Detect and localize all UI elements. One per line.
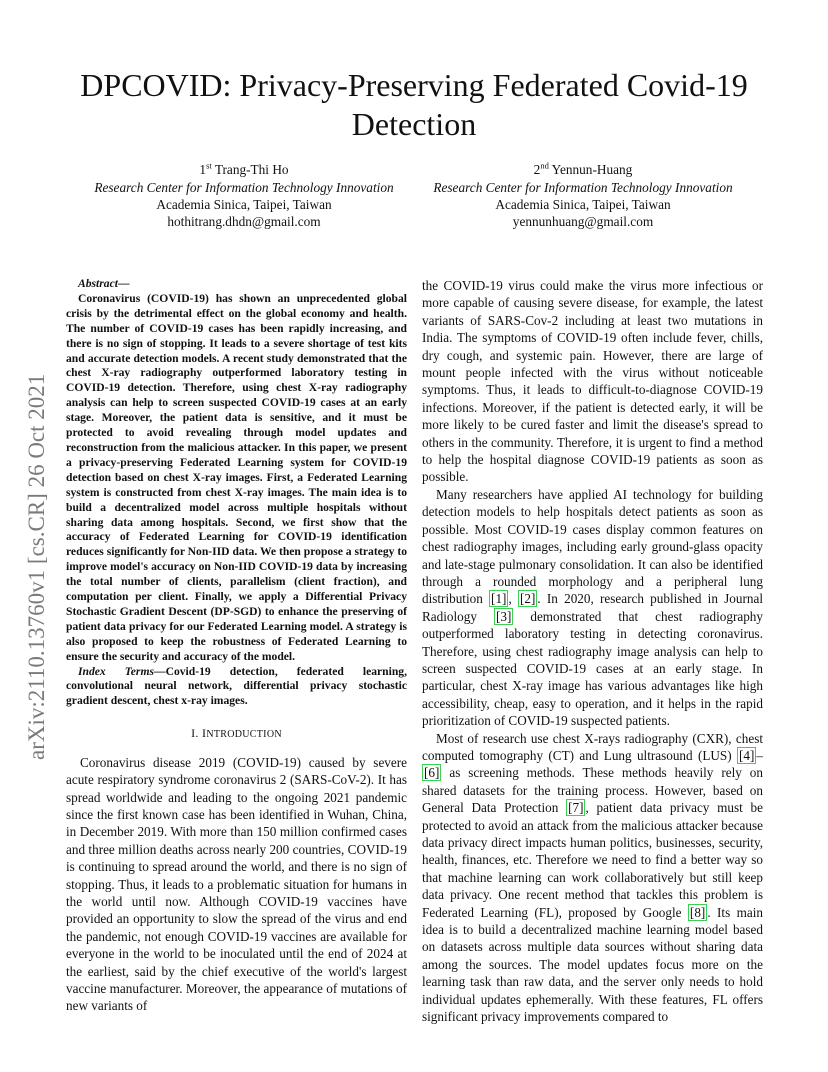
index-terms: Index Terms—Covid-19 detection, federated learning, convolutional neural network, differential privacy stochastic gradient descent, chest x-ray images. [66, 664, 407, 708]
paper-title: DPCOVID: Privacy-Preserving Federated Covid-19 Detection [80, 67, 748, 142]
left-column [66, 277, 407, 1015]
abstract-label: Abstract— [78, 277, 130, 290]
right-column [422, 277, 763, 1025]
intro-paragraph-2: the COVID-19 virus could make the virus more infectious or more capable of causing severe disease, for example, the latest variants of SARS-Cov-2 including at least two mutations in India. The symptoms of COVID-19 often include fever, chills, dry cough, and systemic pain. However, there are large of mount people infected with the virus without noticeable symptoms. Thus, it leads to difficult-to-diagnose COVID-19 infections. Moreover, if the patient is detected early, it will be more likely to be cured faster and limit the disease's spread to others in the community. Therefore, it is urgent to find a method to help the hospital diagnose COVID-19 patients as soon as possible. [422, 278, 763, 485]
citation-link[interactable]: [2] [519, 591, 536, 607]
author-2 [420, 161, 746, 230]
author-2-email: yennunhuang@gmail.com [512, 214, 654, 229]
author-2-location: Academia Sinica, Taipei, Taiwan [495, 197, 671, 212]
author-1-email: hothitrang.dhdn@gmail.com [167, 214, 321, 229]
citation-link[interactable]: [4] [739, 747, 755, 763]
arxiv-identifier-stamp: arXiv:2110.13760v1 [cs.CR] 26 Oct 2021 [24, 373, 49, 760]
author-1-name: 1st Trang-Thi Ho [199, 160, 289, 177]
section-heading-introduction: I. INTRODUCTION [191, 726, 282, 741]
citation-link[interactable]: [7] [568, 800, 584, 816]
author-1-affiliation: Research Center for Information Technology Innovation [94, 180, 394, 195]
author-2-affiliation: Research Center for Information Technology Innovation [433, 180, 733, 195]
author-1-location: Academia Sinica, Taipei, Taiwan [156, 197, 332, 212]
intro-paragraph-4: Most of research use chest X-rays radiography (CXR), chest computed tomography (CT) and Lung ultrasound (LUS) [4] –[6] as screening methods. These methods heavily rely on shared datasets for the training process. However, based on General Data Protection [7] , patient data privacy must be protected to avoid an attack from the malicious attacker because data privacy direct impacts human politics, businesses, security, health, finances, etc. Therefore we need to find a better way so that machine learning can work collaboratively but still keep data privacy. One recent method that tackles this problem is Federated Learning (FL), proposed by Google [8] . Its main idea is to build a decentralized machine learning model based on datasets across multiple data sources without sharing data among the sources. The model updates focus more on the learning task than raw data, and the server only needs to hold individual updates ephemerally. With these features, FL offers significant privacy improvements compared to [422, 730, 763, 1025]
abstract [66, 277, 407, 709]
abstract-text: Coronavirus (COVID-19) has shown an unprecedented global crisis by the detrimental effect on the global economy and health. The number of COVID-19 cases has been rapidly increasing, and there is no sign of stopping. It leads to a severe shortage of test kits and accurate detection models. A recent study demonstrated that the chest X-ray radiography outperformed laboratory testing in COVID-19 detection. Therefore, using chest X-ray radiography analysis can help to screen suspected COVID-19 cases at an early stage. Moreover, the patient data is sensitive, and it must be protected to avoid revealing through model updates and reconstruction from the malicious attacker. In this paper, we present a privacy-preserving Federated Learning system for COVID-19 detection based on chest X-ray images. First, a Federated Learning system is constructed from chest X-ray images. The main idea is to build a decentralized model across multiple hospitals without sharing data among hospitals. Second, we first show that the accuracy of Federated Learning for COVID-19 identification reduces significantly for Non-IID data. We then propose a strategy to improve model's accuracy on Non-IID COVID-19 data by increasing the total number of clients, parallelism (client fraction), and computation per client. Finally, we apply a Differential Privacy Stochastic Gradient Descent (DP-SGD) to enhance the preserving of patient data privacy for our Federated Learning model. A strategy is also proposed to keep the robustness of Federated Learning to ensure the security and accuracy of the model. [66, 291, 407, 663]
author-2-name: 2nd Yennun-Huang [533, 160, 633, 177]
citation-link[interactable]: [1] [491, 591, 507, 607]
author-1 [84, 161, 404, 230]
citation-link[interactable]: [8] [689, 904, 706, 920]
citation-link[interactable]: [3] [495, 608, 512, 624]
citation-link[interactable]: [6] [424, 765, 440, 781]
intro-paragraph-3: Many researchers have applied AI technology for building detection models to help hospitals detect patients as soon as possible. Most COVID-19 cases display common features on chest radiography images, including early ground-glass opacity and late-stage pulmonary consolidation. It can also be identified through a rounded morphology and a peripheral lung distribution [1] , [2] . In 2020, research published in Journal Radiology [3] demonstrated that chest radiography outperformed laboratory testing in detecting coronavirus. Therefore, using chest radiography image analysis can help to screen suspected COVID-19 cases at an early stage. In particular, chest X-ray image has various advantages like high accessibility, cheap, easy to operation, and it helps in the rapid prioritization of COVID-19 suspected patients. [422, 486, 763, 729]
intro-paragraph-1: Coronavirus disease 2019 (COVID-19) caused by severe acute respiratory syndrome coronavirus 2 (SARS-CoV-2). It has spread worldwide and leading to the ongoing 2021 pandemic since the first known case has been identified in Wuhan, China, in December 2019. With more than 150 million confirmed cases and three million deaths across nearly 200 countries, COVID-19 is continuing to spread around the world, and there is no sign of stopping. Thus, it leads to a problematic situation for humans in the world until now. Although COVID-19 vaccines have provided an opportunity to slow the spread of the virus and end the pandemic, not enough COVID-19 vaccines are available for everyone in the world to be inoculated until the end of 2024 at the earliest, said by the chief executive of the world's largest vaccine manufacturer. Moreover, the appearance of mutations of new variants of [66, 754, 407, 1014]
